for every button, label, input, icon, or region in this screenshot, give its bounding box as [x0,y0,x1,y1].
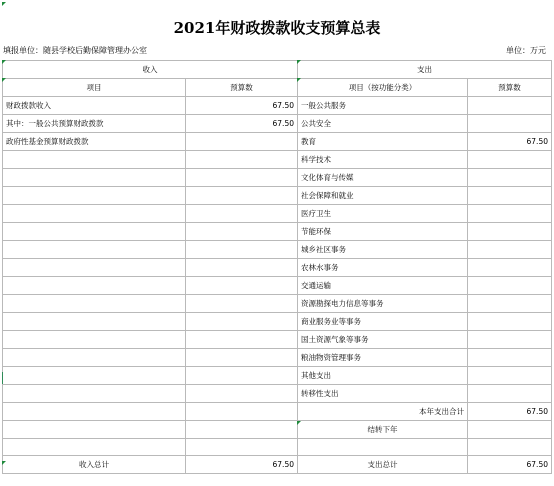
income-budget-cell [186,349,298,367]
income-budget-header: 预算数 [186,79,298,97]
expense-item-cell: 节能环保 [298,223,468,241]
expense-item-cell: 科学技术 [298,151,468,169]
expense-budget-cell [468,97,552,115]
expense-budget-cell [468,277,552,295]
expense-item-cell: 其他支出 [298,367,468,385]
report-title: 2021年财政拨款收支预算总表 [173,19,381,37]
table-row [3,313,552,331]
table-row [3,205,552,223]
table-row [3,295,552,313]
expense-year-total-value: 67.50 [468,403,552,421]
income-budget-cell [186,187,298,205]
income-item-cell [3,313,186,331]
income-budget-cell [186,151,298,169]
cell-comment-marker [2,78,6,82]
expense-budget-cell [468,223,552,241]
income-budget-cell [186,313,298,331]
expense-budget-cell [468,349,552,367]
expense-budget-cell [468,259,552,277]
cell-comment-marker [297,60,301,64]
cell-edge-marker [2,372,3,384]
expense-budget-cell [468,439,552,456]
income-item-cell [3,187,186,205]
expense-budget-cell [468,367,552,385]
table-row [3,385,552,403]
income-item-cell [3,385,186,403]
expense-budget-cell [468,385,552,403]
income-budget-cell [186,421,298,439]
income-item-header: 项目 [3,79,186,97]
expense-year-total-label: 本年支出合计 [298,403,468,421]
expense-item-cell: 公共安全 [298,115,468,133]
income-item-cell [3,169,186,187]
expense-item-cell: 医疗卫生 [298,205,468,223]
income-budget-cell [186,439,298,456]
cell-comment-marker [297,421,301,425]
income-budget-cell [186,403,298,421]
expense-total-label: 支出总计 [298,456,468,474]
table-row [3,349,552,367]
table-row [3,403,552,421]
income-budget-cell: 67.50 [186,115,298,133]
expense-budget-cell [468,331,552,349]
income-total-value: 67.50 [186,456,298,474]
table-row [3,133,552,151]
income-item-cell [3,259,186,277]
expense-item-cell: 农林水事务 [298,259,468,277]
expense-budget-cell [468,187,552,205]
income-budget-cell [186,205,298,223]
expense-item-cell: 城乡社区事务 [298,241,468,259]
carry-forward-label: 结转下年 [298,421,468,439]
expense-section-header: 支出 [298,61,552,79]
income-item-cell [3,241,186,259]
income-item-cell: 政府性基金预算财政拨款 [3,133,186,151]
expense-item-cell: 交通运输 [298,277,468,295]
expense-budget-cell [468,295,552,313]
income-budget-cell: 67.50 [186,97,298,115]
expense-budget-cell: 67.50 [468,133,552,151]
income-budget-cell [186,133,298,151]
section-header-row [3,61,552,79]
total-row [3,456,552,474]
table-row [3,277,552,295]
income-budget-cell [186,169,298,187]
expense-item-cell [298,439,468,456]
table-row [3,241,552,259]
income-budget-cell [186,331,298,349]
table-row [3,169,552,187]
income-budget-cell [186,241,298,259]
income-total-label: 收入总计 [3,456,186,474]
filing-unit-label: 填报单位： [3,46,43,55]
filing-unit [3,45,147,57]
income-budget-cell [186,295,298,313]
table-row [3,259,552,277]
income-item-cell [3,151,186,169]
expense-budget-cell [468,115,552,133]
income-budget-cell [186,223,298,241]
income-item-cell: 其中：一般公共预算财政拨款 [3,115,186,133]
expense-budget-cell [468,151,552,169]
table-row [3,223,552,241]
expense-budget-header: 预算数 [468,79,552,97]
expense-item-header: 项目（按功能分类） [298,79,468,97]
table-row [3,331,552,349]
table-row [3,151,552,169]
expense-budget-cell [468,241,552,259]
cell-comment-marker [2,461,6,465]
income-item-cell [3,205,186,223]
filing-unit-name: 随县学校后勤保障管理办公室 [43,46,147,55]
budget-table [2,60,552,474]
income-budget-cell [186,367,298,385]
expense-item-cell: 教育 [298,133,468,151]
table-row [3,187,552,205]
income-item-cell [3,421,186,439]
expense-item-cell: 商业服务业等事务 [298,313,468,331]
income-budget-cell [186,259,298,277]
income-section-header: 收入 [3,61,298,79]
expense-item-cell: 国土资源气象等事务 [298,331,468,349]
income-item-cell [3,367,186,385]
cell-comment-marker [297,78,301,82]
table-row [3,115,552,133]
expense-item-cell: 文化体育与传媒 [298,169,468,187]
table-row [3,421,552,439]
expense-item-cell: 转移性支出 [298,385,468,403]
expense-budget-cell [468,421,552,439]
expense-item-cell: 社会保障和就业 [298,187,468,205]
income-item-cell [3,223,186,241]
income-item-cell [3,439,186,456]
cell-comment-marker [2,2,6,6]
expense-budget-cell [468,313,552,331]
table-row [3,367,552,385]
income-budget-cell [186,385,298,403]
expense-total-value: 67.50 [468,456,552,474]
income-item-cell [3,349,186,367]
expense-item-cell: 粮油物资管理事务 [298,349,468,367]
column-header-row [3,79,552,97]
income-item-cell [3,403,186,421]
expense-item-cell: 资源勘探电力信息等事务 [298,295,468,313]
table-row [3,439,552,456]
income-item-cell [3,331,186,349]
income-item-cell: 财政拨款收入 [3,97,186,115]
table-row [3,97,552,115]
expense-budget-cell [468,169,552,187]
expense-budget-cell [468,205,552,223]
cell-comment-marker [2,60,6,64]
income-item-cell [3,295,186,313]
money-unit: 单位：万元 [506,46,546,55]
income-budget-cell [186,277,298,295]
expense-item-cell: 一般公共服务 [298,97,468,115]
income-item-cell [3,277,186,295]
